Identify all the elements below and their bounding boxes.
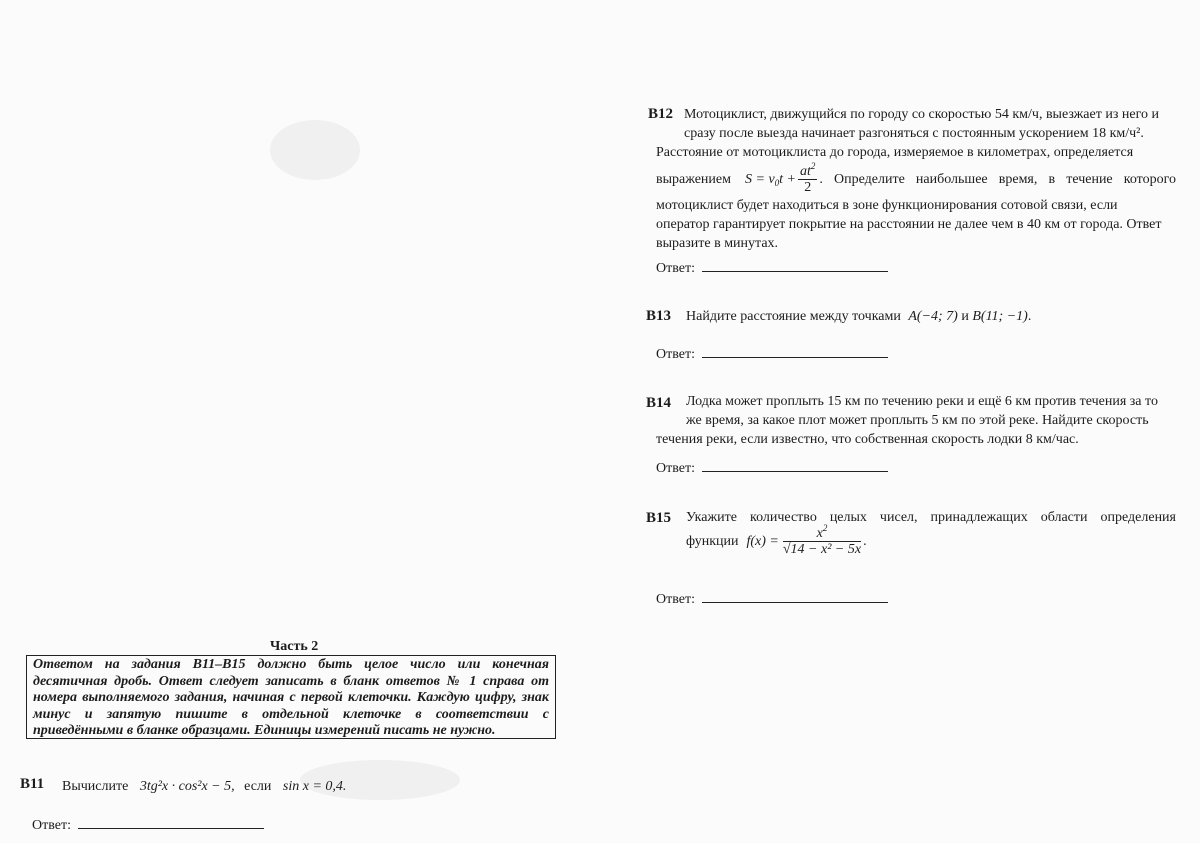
task-b12-text: [656, 105, 1176, 253]
b12-answer: [656, 257, 888, 277]
task-label-b13: B13: [646, 308, 672, 324]
b13-answer: [656, 343, 888, 363]
answer-label: Ответ:: [32, 818, 71, 833]
b14-answer: [656, 457, 888, 477]
fraction-num: at: [800, 163, 811, 179]
answer-field[interactable]: [702, 257, 888, 272]
b12-line5: мотоциклист будет находиться в зоне функционирования сотовой связи, если: [656, 198, 1118, 213]
b11-answer: [32, 814, 264, 834]
part-title: Часть 2: [270, 639, 319, 654]
b15-line1: Укажите количество целых чисел, принадлежащих области определения: [686, 510, 1176, 525]
b12-formula: [745, 170, 796, 189]
b13-conj: и: [961, 309, 969, 324]
b12-formula-line: [656, 162, 1176, 196]
answer-label: Ответ:: [656, 261, 695, 276]
b11-cond: sin x = 0,4.: [282, 779, 347, 794]
formula-fraction: [798, 160, 817, 195]
b13-end: .: [1027, 309, 1032, 324]
fraction-num-sup: 2: [810, 160, 816, 171]
b12-line1: Мотоциклист, движущийся по городу со скоростью 54 км/ч, выезжает из него и: [684, 107, 1159, 122]
b11-text: Вычислите: [62, 779, 129, 794]
b11-cond-word: если: [244, 779, 272, 794]
answer-field[interactable]: [702, 343, 888, 358]
answer-label: Ответ:: [656, 461, 695, 476]
b15-func: f(x) =: [746, 534, 779, 549]
b13-text: Найдите расстояние между точками: [686, 309, 901, 324]
task-label-b12: B12: [648, 106, 674, 122]
formula-lhs: S = v: [745, 171, 775, 187]
task-b14-text: [656, 392, 1176, 449]
b12-line4b: . Определите наибольшее время, в течение которого: [819, 171, 1176, 187]
b14-line2: же время, за какое плот может проплыть 5 км по этой реке. Найдите скорость: [686, 413, 1149, 428]
b15-den: √14 − x² − 5x: [782, 542, 862, 557]
instruction-line: приведёнными в бланке образцами. Единицы измерений писать не нужно.: [33, 723, 496, 738]
b12-line7: выразите в минутах.: [656, 236, 779, 251]
fraction-den: 2: [804, 179, 812, 195]
b11-expr: 3tg²x · cos²x − 5,: [139, 779, 235, 794]
instruction-line: Ответом на задания B11–B15 должно быть целое число или конечная: [33, 657, 549, 672]
b15-num-sup: 2: [822, 523, 828, 533]
b15-fraction: [782, 523, 862, 557]
task-label-b14: B14: [646, 395, 672, 411]
instruction-line: минус и запятую пишите в отдельной клеточке в соответствии с: [33, 706, 549, 722]
instruction-box: [26, 655, 556, 739]
task-b11-text: [62, 777, 346, 796]
b12-line4a: выражением: [656, 171, 731, 187]
b14-line3: течения реки, если известно, что собственная скорость лодки 8 км/час.: [656, 432, 1079, 447]
task-label-b15: B15: [646, 510, 672, 526]
b14-line1: Лодка может проплыть 15 км по течению реки и ещё 6 км против течения за то: [686, 394, 1158, 409]
b15-answer: [656, 588, 888, 608]
answer-field[interactable]: [78, 814, 264, 829]
answer-label: Ответ:: [656, 347, 695, 362]
b15-func-line: [686, 523, 867, 557]
b12-line6: оператор гарантирует покрытие на расстоянии не далее чем в 40 км от города. Ответ: [656, 217, 1162, 232]
b15-line2: функции: [686, 534, 739, 549]
b15-num: x: [816, 526, 823, 541]
answer-field[interactable]: [702, 588, 888, 603]
task-label-b11: B11: [20, 776, 45, 792]
point-b: B(11; −1): [972, 309, 1028, 324]
answer-label: Ответ:: [656, 592, 695, 607]
formula-mid: t +: [779, 171, 797, 187]
answer-field[interactable]: [702, 457, 888, 472]
instruction-line: десятичная дробь. Ответ следует записать в бланк ответов № 1 справа от: [33, 673, 549, 689]
scan-smudge: [270, 120, 360, 180]
b12-line2: сразу после выезда начинает разгоняться с постоянным ускорением 18 км/ч².: [684, 126, 1144, 141]
b12-line3: Расстояние от мотоциклиста до города, измеряемое в километрах, определяется: [656, 145, 1134, 160]
point-a: A(−4; 7): [908, 309, 958, 324]
formula-sub: 0: [774, 177, 780, 188]
instruction-line: номера выполняемого задания, начиная с первой клеточки. Каждую цифру, знак: [33, 690, 549, 705]
task-b13-text: [686, 307, 1031, 326]
b15-end: .: [863, 534, 867, 549]
